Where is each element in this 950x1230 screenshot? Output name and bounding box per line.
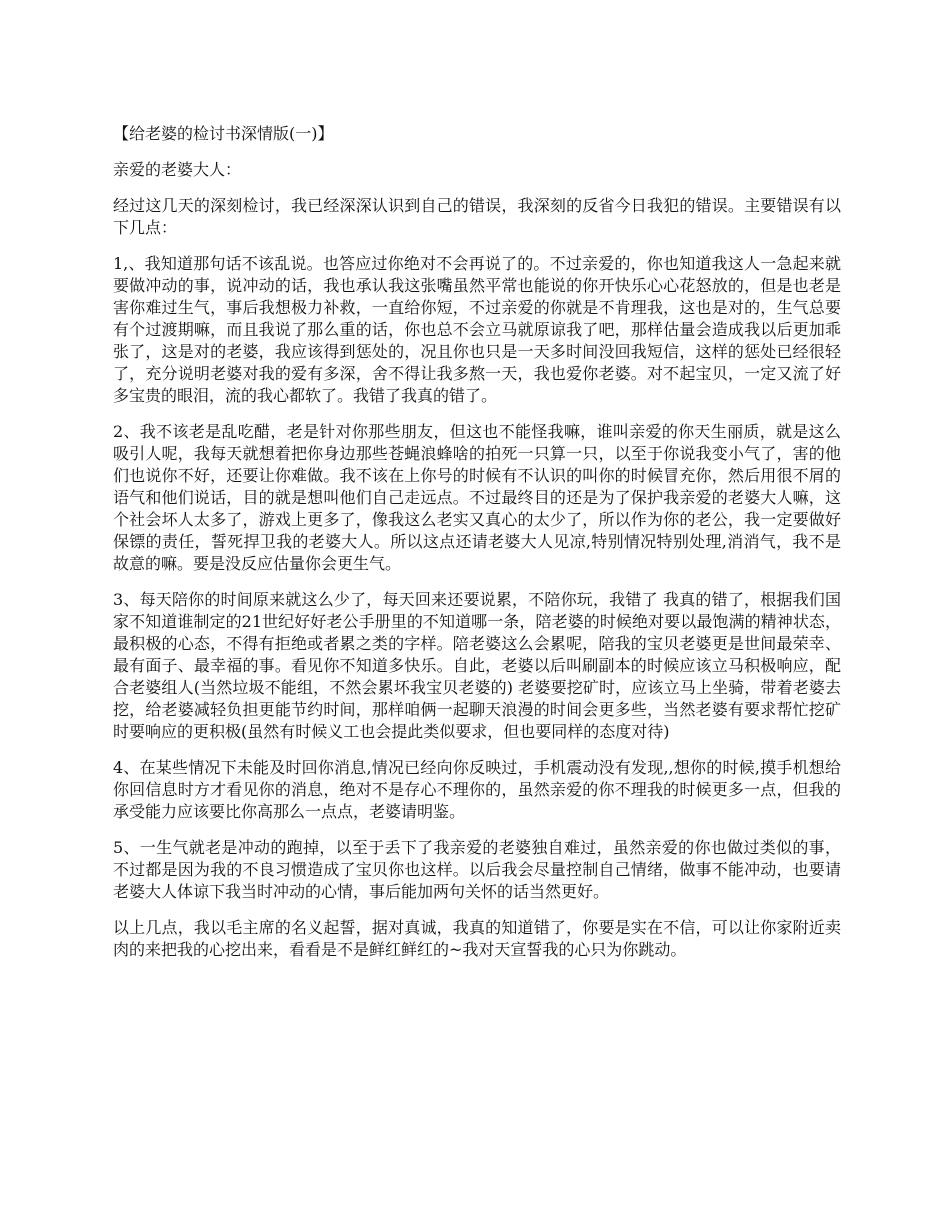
paragraph-conclusion: 以上几点，我以毛主席的名义起誓，据对真诚，我真的知道错了，你要是实在不信，可以让你家附近卖肉的来把我的心挖出来，看看是不是鲜红鲜红的~我对天宣誓我的心只为你跳动。 — [113, 918, 841, 959]
paragraph-point-4: 4、在某些情况下未能及时回你消息,情况已经向你反映过，手机震动没有发现,,想你的时候,摸手机想给你回信息时方才看见你的消息，绝对不是存心不理你的，虽然亲爱的你不理我的时候更多一点，但我的承受能力应该要比你高那么一点点，老婆请明鉴。 — [113, 758, 841, 821]
document-page — [113, 123, 841, 975]
paragraph-intro: 经过这几天的深刻检讨，我已经深深认识到自己的错误，我深刻的反省今日我犯的错误。主要错误有以下几点： — [113, 196, 841, 237]
paragraph-point-2: 2、我不该老是乱吃醋，老是针对你那些朋友，但这也不能怪我嘛，谁叫亲爱的你天生丽质，就是这么吸引人呢，我每天就想着把你身边那些苍蝇浪蜂啥的拍死一只算一只，以至于你说我变小气了，害的他们也说你不好，还要让你难做。我不该在上你号的时候有不认识的叫你的时候冒充你，然后用很不屑的语气和他们说话，目的就是想叫他们自己走远点。不过最终目的还是为了保护我亲爱的老婆大人嘛，这个社会坏人太多了，游戏上更多了，像我这么老实又真心的太少了，所以作为你的老公，我一定要做好保镖的责任，誓死捍卫我的老婆大人。所以这点还请老婆大人见凉,特别情况特别处理,消消气，我不是故意的嘛。要是没反应估量你会更生气。 — [113, 422, 841, 573]
document-title: 【给老婆的检讨书深情版(一)】 — [113, 124, 334, 143]
paragraph-point-1: 1,、我知道那句话不该乱说。也答应过你绝对不会再说了的。不过亲爱的，你也知道我这人一急起来就要做冲动的事，说冲动的话，我也承认我这张嘴虽然平常也能说的你开快乐心心花怒放的，但是也老是害你难过生气，事后我想极力补救，一直给你短，不过亲爱的你就是不肯理我，这也是对的，生气总要有个过渡期嘛，而且我说了那么重的话，你也总不会立马就原谅我了吧，那样估量会造成我以后更加乖张了，这是对的老婆，我应该得到惩处的，况且你也只是一天多时间没回我短信，这样的惩处已经很轻了，充分说明老婆对我的爱有多深，舍不得让我多熬一天，我也爱你老婆。对不起宝贝，一定又流了好多宝贵的眼泪，流的我心都软了。我错了我真的错了。 — [113, 254, 841, 405]
paragraph-point-3: 3、每天陪你的时间原来就这么少了，每天回来还要说累，不陪你玩，我错了 我真的错了，根据我们国家不知道谁制定的21世纪好好老公手册里的不知道哪一条，陪老婆的时候绝对要以最饱满的精神状态，最积极的心态，不得有拒绝或者累之类的字样。陪老婆这么会累呢，陪我的宝贝老婆更是世间最荣幸、最有面子、最幸福的事。看见你不知道多快乐。自此，老婆以后叫刷副本的时候应该立马积极响应，配合老婆组人(当然垃圾不能组，不然会累坏我宝贝老婆的) 老婆要挖矿时，应该立马上坐骑，带着老婆去挖，给老婆减轻负担更能节约时间，那样咱俩一起聊天浪漫的时间会更多些，当然老婆有要求帮忙挖矿时要响应的更积极(虽然有时候义工也会提此类似要求，但也要同样的态度对待) — [113, 590, 841, 741]
salutation: 亲爱的老婆大人： — [113, 160, 242, 179]
paragraph-point-5: 5、一生气就老是冲动的跑掉，以至于丢下了我亲爱的老婆独自难过，虽然亲爱的你也做过类似的事，不过都是因为我的不良习惯造成了宝贝你也这样。以后我会尽量控制自己情绪，做事不能冲动，也要请老婆大人体谅下我当时冲动的心情，事后能加两句关怀的话当然更好。 — [113, 838, 841, 901]
